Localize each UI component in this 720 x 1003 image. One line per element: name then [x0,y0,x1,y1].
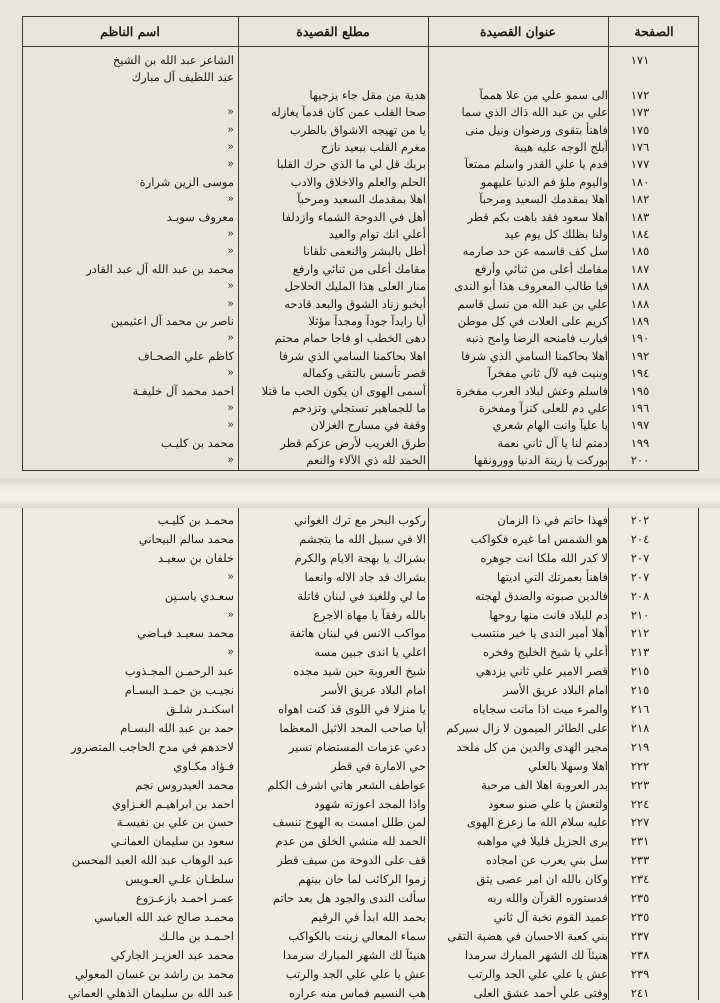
poem-title: علي بن عبد الله ذاك الذي سما [461,105,608,120]
poem-title: سل بني يعرب عن امجاده [485,853,608,868]
poet-name: محمد عبد العزيـز الجاركي [110,947,234,962]
poem-title: فالدين صبوته والصدق لهجته [474,588,608,603]
poem-opening: عواطف الشعر هاتي اشرف الكلم [267,777,426,792]
page-number: ٢٢٤ [630,796,650,811]
poem-opening: أطل بالبشر والنعمى تلقانا [303,244,426,259]
poem-opening: وقفة في مسارح الغزلان [310,418,426,433]
table-left-border [22,16,23,471]
poem-title: ولنا بظلك كل يوم عيد [504,227,608,241]
poet-name: « [227,105,234,119]
poem-title: فاهنأ بعمرتك التي اديتها [496,569,608,584]
page-number: ٢٠٧ [630,550,650,565]
poet-name: سعود بن سليمان العمانـي [110,834,234,849]
poet-name: نجيـب بن حمـد البسـام [124,683,234,698]
poem-title: بدر العروبة اهلا الف مرحبة [481,777,608,792]
poem-opening: أيا رايدآ جودآ ومجدآ مؤثلا [308,314,426,328]
poem-opening: دعي عزمات المستضام تسير [288,739,426,754]
page-number: ٢٣٣ [630,853,650,868]
poem-title: هو الشمس اما غيره فكواكب [470,531,608,546]
poet-name: « [227,418,234,432]
page-number: ٢٣٩ [630,966,650,981]
poem-opening: يا منزلا في اللوى قد كنت اهواه [278,702,426,716]
poem-title: عميد القوم نخبة آل ثاني [493,909,608,924]
poet-name: حمد بن عبد الله البسـام [120,720,234,735]
poet-name: عبد الله بن سليمان الذهلي العماني [67,985,234,1000]
page-number: ٢١٨ [630,720,650,735]
page-number: ٢٠٤ [630,531,650,546]
column-divider [608,508,609,1000]
poem-opening: ما لي وللغيد في لبنان قاتلة [297,588,426,603]
poem-opening: اهلا بحاكمنا السامي الذي شرفا [279,348,426,363]
poet-name: عمـر احمـد بازعـزوع [135,891,234,905]
page-number: ١٩٥ [630,383,650,398]
poem-title: دمتم لنا يا آل ثاني نعمة [497,435,608,450]
poem-opening: اعلي يا اندى جبين مسه [314,645,426,660]
poem-title: فدستوره القرآن والله ربه [487,891,608,905]
poem-title: اهلا بحاكمنا السامي الذي شرفا [461,348,608,363]
poem-title: فهذا حاتم في ذا الزمان [497,513,608,527]
table-right-border [698,16,699,471]
table-right-border [698,508,699,1000]
page-fold [0,478,720,508]
poet-name: « [227,569,234,583]
page-number: ٢٢٣ [630,777,650,792]
poem-opening: هب النسيم فماس منه عراره [289,985,426,1000]
poem-opening: الا في سبيل الله ما يتجشم [299,531,426,546]
poem-opening: أسمى الهوى ان يكون الحب ما قتلا [261,383,426,398]
poet-name: « [227,401,234,414]
page-number: ١٨٨ [630,296,650,311]
poem-title: مجير الهدى والدين من كل ملحد [456,739,608,754]
poem-title: عليه سلام الله ما زعزع الهوى [466,815,608,830]
poet-name: « [227,140,234,153]
poet-name: فـؤاد مكـاوي [173,758,234,773]
page-number: ١٧٥ [630,122,650,137]
page-number: ٢٠٨ [630,588,650,603]
poem-opening: عش يا علي علي الجد والرتب [285,966,426,981]
poet-name: محمد سعيـد فيـاضي [137,626,234,641]
poem-title: عش يا علي علي الجد والرتب [467,966,608,981]
poet-name: سعـدي ياسـين [164,588,234,603]
poem-title: اهلا بمقدمك السعيد ومرحبآ [479,192,608,207]
poem-opening: لمن طلل امست به الهوج تنسف [272,815,426,830]
poem-title: علي دم للعلى كنزآ ومفخرة [478,401,608,415]
poet-name: محمـد صالح عبد الله العباسي [94,909,234,924]
page-number: ٢٤١ [630,985,650,1000]
poem-opening: بشراك يا بهجة الايام والكرم [294,550,426,565]
poem-opening: شيخ العروبة حين شيد مجده [293,664,426,679]
poet-name: محمد سالم البيحاني [138,531,234,546]
page-number: ١٨٣ [630,209,650,224]
page-number: ٢١٣ [630,645,650,660]
poem-opening: بحمد الله ابدأ في الرقيم [311,909,426,924]
table-top-border [22,16,698,17]
page-number: ٢٣٤ [630,872,650,887]
poet-name: « [227,192,234,206]
poet-name: ناصر بن محمد آل اعثيمين [110,314,234,328]
poem-opening: دهى الخطب او فاجا حمام محتم [274,331,426,346]
poet-name: « [227,244,234,258]
page-number: ١٩٤ [630,366,650,381]
poem-opening: الحلم والعلم والاخلاق والادب [290,174,426,189]
poem-title: وبنيت فيه لآل ثاني مفخرآ [487,366,608,381]
column-divider [238,508,239,1000]
poet-name: احـمـد بن مالـك [158,928,234,943]
poem-title: وكان بالله ان امر عصى يثق [476,872,608,887]
poet-name: خلفان بن سعيـد [157,550,234,565]
poem-title: الى سمو علي من علا هممآ [479,87,608,102]
poem-opening: أيخبو زناد الشوق والبعد قادحه [284,296,426,311]
poem-title: أبلج الوجه عليه هيبة [514,140,608,154]
poem-opening: صحا القلب عمن كان قدمآ يغازله [271,105,426,120]
poet-name: « [227,279,234,293]
poet-name: « [227,227,234,240]
column-divider [608,16,609,471]
poem-title: يرى الجزيل قليلا في مواهبه [476,834,608,849]
poet-name: لاحدهم في مدح الحاجب المتصرور [70,739,234,754]
poem-title: على الطائر الميمون لا زال سيركم [446,720,608,735]
poem-opening: قصر تأسس بالتقى وكماله [302,366,426,381]
poem-title: يا عليآ وانت الهام شعري [492,418,608,433]
poem-title: اهلا سعود فقد باهت بكم قطر [467,209,608,224]
page-number: ٢٣١ [630,834,650,849]
poet-name: محمد العيدروس نجم [135,777,234,792]
poem-opening: حي الامارة في قطر [330,758,426,773]
poet-name: موسى الزين شرارة [139,174,234,189]
poem-opening: بالله رفقآ يا مهاة الاجرع [313,607,426,622]
poem-opening: أعلي انك توام والعيد [328,227,426,241]
page-number: ١٩٧ [630,418,650,433]
poet-name: محمد بن كليـب [161,435,234,450]
poem-opening: ما للجماهير تستجلي وتزدحم [291,401,426,415]
poem-opening: مواكب الانس في لبنان هاتفة [289,626,426,641]
page-number: ٢٠٠ [630,453,650,468]
poem-opening: بربك قل لي ما الذي حرك القلبا [276,157,426,172]
poem-title: فاسلم وعش لبلاد العرب مفخرة [456,383,608,398]
poet-name: حسن بن علي بن نفيسـة [116,815,234,830]
page-number: ١٩٩ [630,435,650,450]
poem-title: فيا طالب المعروف هذا أبو الندى [454,279,608,294]
poem-opening: امام البلاد عريق الأسر [321,683,426,698]
page-number: ١٩٦ [630,401,650,415]
page-number: ٢٣٨ [630,947,650,962]
page-number: ٢٢٢ [630,758,650,773]
poet-name: عبد الوهاب عبد الله العبد المحسن [71,853,234,868]
poem-title: فدم يا علي القدر واسلم ممتعآ [464,157,608,172]
poem-opening: الحمد لله ذي الآلاء والنعم [306,453,426,468]
poet-name: « [227,607,234,621]
poem-opening: اهلا بمقدمك السعيد ومرحبآ [297,192,426,207]
page-number: ١٧٧ [630,157,650,172]
page-number: ٢٣٧ [630,928,650,943]
poet-name: « [227,157,234,171]
poem-title: أهلا أمير الندى يا خير منتسب [470,626,608,641]
poet-name: احمد بن ابراهيـم الغـزاوي [111,796,234,811]
poet-name: « [227,296,234,310]
poem-title: والمرء ميت اذا ماتت سجاياه [472,702,608,716]
page-number: ١٨٤ [630,227,650,241]
poem-title: لا كدر الله ملكا انت جوهره [480,550,608,565]
poem-opening: أيا صاحب المجد الاثيل المعظما [279,720,426,735]
page-number: ١٨٥ [630,244,650,259]
poem-title: فاهنأ بتقوى ورضوان ونيل منى [465,122,608,137]
page-number: ٢٢٧ [630,815,650,830]
page-number: ٢٠٢ [630,513,650,527]
page-number: ١٧٣ [630,105,650,120]
page-number: ٢١٥ [630,683,650,698]
poem-title: فيارب فامنحه الرضا وامح ذنبه [465,331,608,346]
page-number: ٢١٩ [630,739,650,754]
table-left-border [22,508,23,1000]
page-number: ٢١٦ [630,702,650,716]
poem-opening: واذا المجد اعوزته شهود [314,796,426,811]
poet-name: كاظم علي الصحـاف [137,348,234,363]
poet-name: « [227,453,234,467]
poem-title: ولتعش يا علي صنو سعود [488,796,608,811]
header-underline [22,46,698,47]
page-number: ١٨٧ [630,261,650,276]
poem-title: سل كف قاسمه عن حد صارمه [462,244,608,259]
poet-name: محمد بن عبد الله آل عبد القادر [86,261,234,276]
poem-opening: يا من تهيجه الاشواق بالطرب [289,122,426,137]
column-divider [428,508,429,1000]
poem-opening: بشراك قد جاد الاله وانعما [304,569,426,584]
poem-title: بوركت يا زينة الدنيا وورونقها [473,453,608,468]
poem-title: دم للبلاد فانت منها روحها [489,607,608,622]
poet-name: محمـد بن كليـب [157,513,234,527]
poet-name: عبد اللطيف آل مبارك [131,70,234,85]
poem-opening: ركوب البحر مع ترك الغواني [294,513,426,527]
page-number: ٢٣٥ [630,891,650,905]
page-number: ٢١٥ [630,664,650,679]
page-number: ٢٠٧ [630,569,650,584]
poem-opening: منار العلى هذا المليك الحلاحل [284,279,426,294]
poet-name: سلطـان علـي العـويس [125,872,234,887]
poet-name: « [227,645,234,659]
poem-title: اهلا وسهلا بالعلي [528,758,608,773]
header-title: عنوان القصيدة [479,24,557,39]
header-opening: مطلع القصيدة [296,24,370,39]
poem-opening: أهل في الدوحة الشماء وازدلفا [281,209,426,224]
page-number: ١٨٩ [630,314,650,328]
poem-title: قصر الامير علي ثاني يزدهي [475,664,608,679]
poet-name: محمد بن راشد بن غسان المعولي [74,966,234,981]
page-number: ١٧٦ [630,140,650,154]
poem-opening: مقامك أعلى من ثنائي وارفع [292,261,426,276]
poem-opening: قف على الدوحة من سيف قطر [277,853,426,868]
poem-opening: مغرم القلب ببعيد نازح [320,140,426,154]
page-number: ١٩٠ [630,331,650,346]
column-divider [428,16,429,471]
poem-title: وفتى علي أحمد عشق العلى [473,985,608,1000]
poet-name: « [227,331,234,345]
poem-title: واليوم ملؤ فم الدنيا عليهمو [480,174,608,189]
header-page: الصفحة [634,24,674,39]
poem-opening: الحمد لله منشي الخلق من عدم [275,834,426,849]
poet-name: عبد الرحمـن المجـذوب [124,664,234,679]
column-divider [238,16,239,471]
header-poet: اسم الناظم [100,24,160,39]
poet-name: « [227,122,234,136]
poet-name: اسكنـدر شلـق [166,702,234,716]
poem-opening: هنيئآ لك الشهر المبارك سرمدا [282,947,426,962]
page-number: ٢١٠ [630,607,650,622]
poet-name: معروف سويـد [166,209,234,224]
poem-opening: هدية من مقل جاء يزجيها [309,87,426,102]
page-number: ١٧١ [630,53,650,67]
poet-name: الشاعر عبد الله بن الشيخ [112,53,234,67]
poem-title: أعلي يا شيخ الخليج وفخره [483,645,608,660]
poem-title: علي بن عبد الله من نسل قاسم [457,296,608,311]
poet-name: احمد محمد آل خليفـة [132,383,234,398]
page-number: ١٩٢ [630,348,650,363]
poem-opening: سألت الندى والجود هل بعد حاتم [272,891,426,905]
poem-title: بني كعبة الاحسان في هضبة التقى [447,928,608,943]
poem-opening: زموا الركائب لما حان بينهم [298,872,426,887]
poem-title: هنيئآ لك الشهر المبارك سرمدا [464,947,608,962]
page-number: ١٨٨ [630,279,650,294]
page-number: ٢١٢ [630,626,650,641]
page-number: ٢٣٥ [630,909,650,924]
poem-opening: سماء المعالي زينت بالكواكب [288,928,426,943]
poem-opening: طرق الغريب لأرض عزكم قطر [280,435,426,450]
poet-name: « [227,366,234,380]
page-number: ١٨٠ [630,174,650,189]
page-number: ١٨٢ [630,192,650,207]
page-number: ١٧٢ [630,87,650,102]
poem-title: كريم على العلات في كل موطن [457,314,608,328]
poem-title: امام البلاد عريق الأسر [503,683,608,698]
poem-title: مقامك أعلى من ثنائي وأرفع [474,261,608,276]
